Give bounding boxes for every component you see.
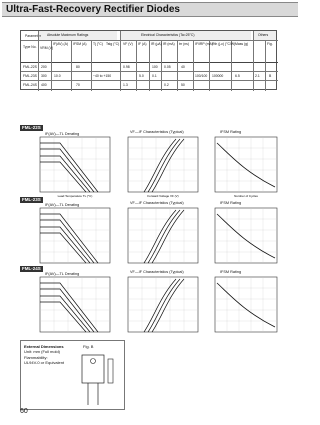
vf-if-chart-2 (128, 208, 198, 268)
ifsm-chart-1 (215, 137, 280, 197)
row-label-fml23s: FML-23S (22, 197, 41, 202)
svg-text:Forward Voltage VF (V): Forward Voltage VF (V) (147, 194, 179, 198)
vf-if-chart-3 (128, 277, 198, 337)
ifsm-chart-3 (215, 277, 280, 337)
derating-chart-2 (40, 208, 110, 268)
row-label-fml22s: FML-22S (22, 125, 41, 130)
external-title: External Dimensions (24, 344, 64, 349)
row-label-fml24s: FML-24S (22, 266, 41, 271)
abs-max-header: Absolute Maximum Ratings (47, 33, 89, 37)
derating-chart-1 (40, 137, 110, 197)
type-cell: FML-24S (23, 83, 37, 87)
flammability-note-2: UL94V-0 or Equivalent (24, 360, 65, 365)
title-bar (2, 2, 298, 17)
type-header: Type No. (23, 45, 37, 49)
derating-title: IF(AV)—TL Derating (45, 132, 80, 136)
svg-text:Number of Cycles: Number of Cycles (234, 194, 258, 198)
others-header: Others (258, 33, 269, 37)
type-cell: FML-22S (23, 65, 37, 69)
param-header: Parameter (25, 34, 41, 38)
external-dimensions (20, 340, 125, 410)
flammability-note: Flammability: (24, 355, 48, 360)
page-number: 60 (20, 408, 28, 415)
vf-if-title: VF—IF Characteristics (Typical) (130, 130, 184, 134)
ifsm-chart-2 (215, 208, 280, 268)
page-title: Ultra-Fast-Recovery Rectifier Diodes (6, 4, 180, 15)
elec-char-header: Electrical Characteristics (Ta=25°C) (141, 33, 195, 37)
fig-label: Fig. B (83, 344, 94, 349)
derating-chart-3 (40, 277, 110, 337)
type-cell: FML-23S (23, 74, 37, 78)
vf-if-chart-1 (128, 137, 198, 197)
spec-table: Parameter Type No. Absolute Maximum Ratings Electrical Characteristics (Ta=25°C) Others VRM (V) IF(AV) (A) IFSM (A) Tj (°C) Tstg (°C) VF (V) IF (A) IR (μA) IR (mA) trr (ns) IF/IRP (mA) Rth (j-c) (°C/W) Mass (g) Fig. FML-22S 200 80 0.98 100 0.05 40 FML-23S 300 10.0 −40 to +150 5.0 0.1 100/100 100000 6.5 2.1 B FML-24S 400 70 1.3 0.2 50 (20, 30, 277, 90)
package-drawing (76, 351, 116, 409)
svg-text:Lead Temperature TL (°C): Lead Temperature TL (°C) (57, 194, 93, 198)
ifsm-title: IFSM Rating (220, 130, 242, 134)
external-unit: Unit: mm (Full mold) (24, 349, 61, 354)
